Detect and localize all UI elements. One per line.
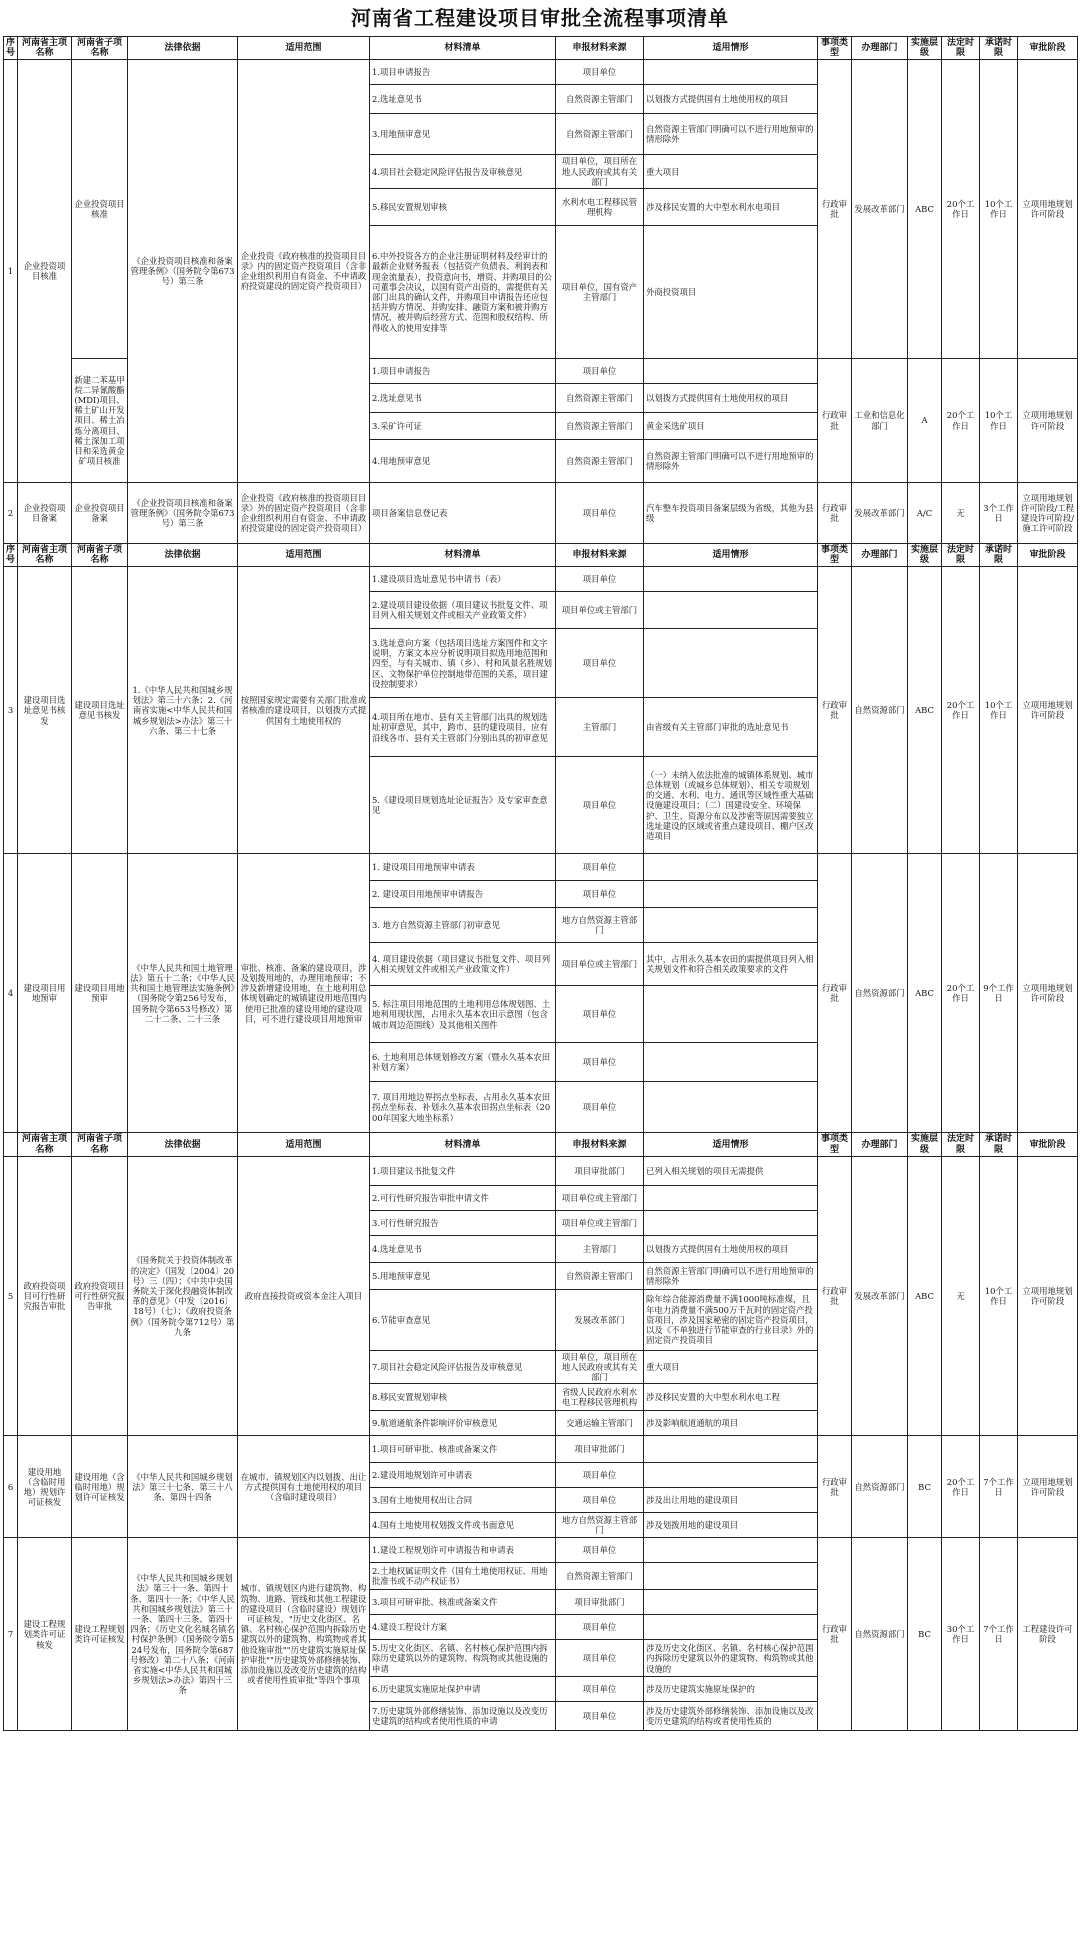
cell-dept_a: 发展改革部门 <box>852 60 908 359</box>
cell-dept: 发展改革部门 <box>852 483 908 544</box>
cell-legal: 无 <box>942 1156 980 1436</box>
applicable-case: 以划拨方式提供国有土地使用权的项目 <box>644 384 818 413</box>
material-item: 2.选址意见书 <box>370 85 556 114</box>
cell-promise: 7个工作日 <box>980 1436 1018 1538</box>
material-item: 6.历史建筑实施原址保护申请 <box>370 1677 556 1702</box>
material-item: 4.项目社会稳定风险评估报告及审核意见 <box>370 155 556 189</box>
applicable-case <box>644 881 818 908</box>
cell-law: 《中华人民共和国城乡规划法》第三十七条、第三十八条、第四十四条 <box>128 1436 238 1538</box>
material-item: 6.节能审查意见 <box>370 1289 556 1350</box>
cell-level: ABC <box>908 1156 942 1436</box>
approval-items-table <box>3 36 1078 1731</box>
cell-main: 企业投资项目核准 <box>18 60 72 483</box>
material-item: 2.选址意见书 <box>370 384 556 413</box>
column-header: 办理部门 <box>852 37 908 60</box>
material-source: 项目审批部门 <box>556 1156 644 1185</box>
material-item: 1.项目申请报告 <box>370 60 556 85</box>
cell-promise: 3个工作日 <box>980 483 1018 544</box>
cell-legal: 20个工作日 <box>942 854 980 1133</box>
cell-scope: 在城市、镇规划区内以划拨、出让方式提供国有土地使用权的项目（含临时建设项目） <box>238 1436 370 1538</box>
table-row <box>4 1538 1078 1563</box>
column-header: 法定时限 <box>942 1133 980 1156</box>
applicable-case <box>644 1043 818 1082</box>
cell-dept_b: 工业和信息化部门 <box>852 359 908 483</box>
applicable-case: 以划拨方式提供国有土地使用权的项目 <box>644 85 818 114</box>
cell-no: 6 <box>4 1436 18 1538</box>
applicable-case: 除年综合能源消费量不满1000吨标准煤，且年电力消费量不满500万千瓦时的固定资产投资项目，涉及国家秘密的固定资产投资项目，以及《不单独进行节能审查的行业目录》外的固定资产投资项目 <box>644 1289 818 1350</box>
material-item: 3.国有土地使用权出让合同 <box>370 1488 556 1513</box>
material-item: 4. 项目建设依据（项目建议书批复文件、项目列入相关规划文件或相关产业政策文件） <box>370 943 556 986</box>
applicable-case <box>644 1082 818 1133</box>
applicable-case: 由省级有关主管部门审批的选址意见书 <box>644 698 818 757</box>
material-source: 省级人民政府水利水电工程移民管理机构 <box>556 1384 644 1411</box>
cell-type: 行政审批 <box>818 567 852 854</box>
material-source: 项目单位 <box>556 1538 644 1563</box>
applicable-case <box>644 359 818 384</box>
cell-stage: 立项用地规划许可阶段 <box>1018 1436 1078 1538</box>
material-source: 项目单位或主管部门 <box>556 592 644 629</box>
cell-no: 7 <box>4 1538 18 1731</box>
applicable-case <box>644 60 818 85</box>
material-source: 项目单位 <box>556 986 644 1043</box>
column-header: 适用范围 <box>238 544 370 567</box>
cell-sub: 政府投资项目可行性研究报告审批 <box>72 1156 128 1436</box>
cell-law: 1.《中华人民共和国城乡规划法》第三十六条；2.《河南省实施<中华人民共和国城乡规划法>办法》第三十六条、第三十七条 <box>128 567 238 854</box>
column-header: 法律依据 <box>128 1133 238 1156</box>
column-header: 申报材料来源 <box>556 544 644 567</box>
column-header: 审批阶段 <box>1018 544 1078 567</box>
cell-sub: 企业投资项目备案 <box>72 483 128 544</box>
column-header: 承诺时限 <box>980 37 1018 60</box>
cell-scope: 审批、核准、备案的建设项目，涉及划拨用地的，办理用地预审；不涉及新增建设用地，在土地利用总体规划确定的城镇建设用地范围内使用已批准的建设用地的建设项目，可不进行建设项目用地预审 <box>238 854 370 1133</box>
column-header: 事项类型 <box>818 544 852 567</box>
material-source: 项目单位 <box>556 1463 644 1488</box>
material-source: 项目单位 <box>556 60 644 85</box>
cell-main: 企业投资项目备案 <box>18 483 72 544</box>
applicable-case: （一）未纳入依法批准的城镇体系规划、城市总体规划（或城乡总体规划）、相关专项规划的交通、水利、电力、通讯等区域性重大基础设施建设项目；（二）国建设安全、环境保护、卫生、资源分布以及涉密等原因需要独立选址建设的区域或省重点建设项目、棚户区改造项目 <box>644 757 818 854</box>
material-source: 项目单位，国有资产主管部门 <box>556 226 644 359</box>
column-header: 审批阶段 <box>1018 1133 1078 1156</box>
material-source: 项目单位 <box>556 881 644 908</box>
applicable-case <box>644 1590 818 1615</box>
material-item: 3.采矿许可证 <box>370 413 556 440</box>
cell-no: 3 <box>4 567 18 854</box>
applicable-case: 涉及历史建筑外部修缮装饰、添加设施以及改变历史建筑的结构或者使用性质的 <box>644 1702 818 1731</box>
material-source: 水利水电工程移民管理机构 <box>556 189 644 226</box>
cell-level: BC <box>908 1436 942 1538</box>
material-source: 项目单位 <box>556 629 644 698</box>
header-row <box>4 37 1078 60</box>
cell-no: 2 <box>4 483 18 544</box>
material-source: 主管部门 <box>556 698 644 757</box>
cell-promise_b: 10个工作日 <box>980 359 1018 483</box>
cell-scope: 政府直接投资或资本金注入项目 <box>238 1156 370 1436</box>
cell-legal: 20个工作日 <box>942 1436 980 1538</box>
cell-law: 《中华人民共和国城乡规划法》第三十一条、第四十条、第四十一条；《中华人民共和国城乡规划法》第三十一条、第四十三条、第四十四条；《历史文化名城名镇名村保护条例》（国务院令第524号发布，国务院令第687号修改）第二十八条；《河南省实施<中华人民共和国城乡规划法>办法》第四十三条 <box>128 1538 238 1731</box>
applicable-case <box>644 986 818 1043</box>
material-source: 项目单位 <box>556 1615 644 1640</box>
cell-promise: 9个工作日 <box>980 854 1018 1133</box>
material-item: 5. 标注项目用地范围的土地利用总体规划图、土地利用现状图，占用永久基本农田示意图（包含城市周边范围线）及其他相关图件 <box>370 986 556 1043</box>
cell-main: 建设工程规划类许可证核发 <box>18 1538 72 1731</box>
column-header: 事项类型 <box>818 37 852 60</box>
cell-stage_b: 立项用地规划许可阶段 <box>1018 359 1078 483</box>
applicable-case <box>644 629 818 698</box>
material-source: 主管部门 <box>556 1235 644 1262</box>
material-source: 项目单位或主管部门 <box>556 1210 644 1235</box>
material-item: 1.项目可研审批、核准或备案文件 <box>370 1436 556 1463</box>
material-source: 自然资源主管部门 <box>556 440 644 483</box>
table-row <box>4 1156 1078 1185</box>
cell-type: 行政审批 <box>818 854 852 1133</box>
cell-promise_a: 10个工作日 <box>980 60 1018 359</box>
material-source: 交通运输主管部门 <box>556 1411 644 1436</box>
column-header: 办理部门 <box>852 544 908 567</box>
header-row <box>4 544 1078 567</box>
column-header: 实施层级 <box>908 1133 942 1156</box>
cell-stage: 工程建设许可阶段 <box>1018 1538 1078 1731</box>
cell-dept: 发展改革部门 <box>852 1156 908 1436</box>
material-item: 4.用地预审意见 <box>370 440 556 483</box>
material-item: 9.航道通航条件影响评价审核意见 <box>370 1411 556 1436</box>
material-item: 5.历史文化街区、名镇、名村核心保护范围内拆除历史建筑以外的建筑物、构筑物或其他设施的申请 <box>370 1640 556 1677</box>
cell-level: ABC <box>908 567 942 854</box>
cell-main: 建设项目选址意见书核发 <box>18 567 72 854</box>
column-header: 办理部门 <box>852 1133 908 1156</box>
material-item: 1.建设项目选址意见书申请书（表） <box>370 567 556 592</box>
column-header: 适用情形 <box>644 37 818 60</box>
material-item: 1. 建设项目用地预审申请表 <box>370 854 556 881</box>
cell-main: 建设项目用地预审 <box>18 854 72 1133</box>
cell-stage: 立项用地规划许可阶段 <box>1018 1156 1078 1436</box>
cell-sub: 新建二苯基甲烷二异氰酸酯(MDI)项目、稀土矿山开发项目、稀土冶炼分离项目、稀土深加工项目和采选黄金矿项目核准 <box>72 359 128 483</box>
material-source: 项目单位 <box>556 1677 644 1702</box>
applicable-case: 涉及影响航道通航的项目 <box>644 1411 818 1436</box>
column-header: 承诺时限 <box>980 544 1018 567</box>
cell-stage: 立项用地规划许可阶段/工程建设许可阶段/施工许可阶段 <box>1018 483 1078 544</box>
applicable-case <box>644 1185 818 1210</box>
material-source: 项目单位 <box>556 1043 644 1082</box>
cell-legal: 无 <box>942 483 980 544</box>
applicable-case: 已列入相关规划的项目无需提供 <box>644 1156 818 1185</box>
cell-scope: 城市、镇规划区内进行建筑物、构筑物、道路、管线和其他工程建设的建设项目（含临时建设）规划许可证核发，"历史文化街区、名镇、名村核心保护范围内拆除历史建筑以外的建筑物、构筑物或者其他设施审批""历史建筑实施原址保护审批""历史建筑外部修缮装饰、添加设施以及改变历史建筑的结构或者使用性质审批"等四个事项 <box>238 1538 370 1731</box>
column-header: 材料清单 <box>370 37 556 60</box>
material-item: 8.移民安置规划审核 <box>370 1384 556 1411</box>
table-row <box>4 60 1078 85</box>
cell-stage_a: 立项用地规划许可阶段 <box>1018 60 1078 359</box>
applicable-case: 以划拨方式提供国有土地使用权的项目 <box>644 1235 818 1262</box>
material-source: 自然资源主管部门 <box>556 85 644 114</box>
column-header: 法定时限 <box>942 544 980 567</box>
applicable-case <box>644 1436 818 1463</box>
cell-dept: 自然资源部门 <box>852 1538 908 1731</box>
cell-law: 《国务院关于投资体制改革的决定》（国发〔2004〕20号）三（四）；《中共中央国务院关于深化投融资体制改革的意见》（中发〔2016〕18号）（七）；《政府投资条例》（国务院令第712号）第九条 <box>128 1156 238 1436</box>
applicable-case: 自然资源主管部门明确可以不进行用地预审的情形除外 <box>644 114 818 155</box>
material-item: 4.选址意见书 <box>370 1235 556 1262</box>
applicable-case: 重大项目 <box>644 1350 818 1384</box>
applicable-case: 外商投资项目 <box>644 226 818 359</box>
cell-type: 行政审批 <box>818 1156 852 1436</box>
column-header: 序号 <box>4 544 18 567</box>
column-header: 河南省主项名称 <box>18 37 72 60</box>
column-header: 实施层级 <box>908 544 942 567</box>
column-header: 材料清单 <box>370 544 556 567</box>
applicable-case <box>644 1210 818 1235</box>
material-source: 项目单位或主管部门 <box>556 1185 644 1210</box>
document-title: 河南省工程建设项目审批全流程事项清单 <box>351 6 729 30</box>
material-source: 项目单位 <box>556 1082 644 1133</box>
cell-sub: 建设项目选址意见书核发 <box>72 567 128 854</box>
material-source: 项目单位 <box>556 359 644 384</box>
applicable-case <box>644 1615 818 1640</box>
cell-sub: 建设工程规划类许可证核发 <box>72 1538 128 1731</box>
applicable-case: 黄金采选矿项目 <box>644 413 818 440</box>
applicable-case <box>644 567 818 592</box>
material-item: 2.建设用地规划许可申请表 <box>370 1463 556 1488</box>
cell-level_b: A <box>908 359 942 483</box>
column-header: 材料清单 <box>370 1133 556 1156</box>
material-source: 项目单位 <box>556 567 644 592</box>
material-source: 项目单位或主管部门 <box>556 943 644 986</box>
cell-sub: 建设项目用地预审 <box>72 854 128 1133</box>
material-source: 项目单位 <box>556 1702 644 1731</box>
column-header: 适用情形 <box>644 544 818 567</box>
column-header: 序号 <box>4 37 18 60</box>
column-header: 审批阶段 <box>1018 37 1078 60</box>
cell-scope: 按照国家规定需要有关部门批准或者核准的建设项目，以划拨方式提供国有土地使用权的 <box>238 567 370 854</box>
material-item: 6.中外投资各方的企业注册证明材料及经审计的最新企业财务报表（包括资产负债表、利润表和现金流量表），投资意向书，增资、并购项目的公司董事会决议，以国有资产出资的，需提供有关部门出具的确认文件，并购项目申请报告还应包括并购方情况、并购安排、融资方案和被并购方情况，被并购后经营方式、范围和股权结构、所得收入的使用安排等 <box>370 226 556 359</box>
cell-level: A/C <box>908 483 942 544</box>
material-source: 自然资源主管部门 <box>556 1563 644 1590</box>
cell-type_a: 行政审批 <box>818 60 852 359</box>
column-header: 承诺时限 <box>980 1133 1018 1156</box>
cell-type: 行政审批 <box>818 1538 852 1731</box>
material-source: 项目审批部门 <box>556 1590 644 1615</box>
cell-no: 4 <box>4 854 18 1133</box>
cell-level: BC <box>908 1538 942 1731</box>
cell-no: 5 <box>4 1156 18 1436</box>
applicable-case: 涉及移民安置的大中型水利水电项目 <box>644 189 818 226</box>
header-row <box>4 1133 1078 1156</box>
material-source: 项目单位 <box>556 1488 644 1513</box>
material-source: 项目审批部门 <box>556 1436 644 1463</box>
table-row <box>4 854 1078 881</box>
column-header: 河南省子项名称 <box>72 1133 128 1156</box>
column-header: 申报材料来源 <box>556 1133 644 1156</box>
material-item: 4.国有土地使用权划拨文件或书面意见 <box>370 1513 556 1538</box>
table-row <box>4 567 1078 592</box>
material-item: 7.历史建筑外部修缮装饰、添加设施以及改变历史建筑的结构或者使用性质的申请 <box>370 1702 556 1731</box>
cell-type: 行政审批 <box>818 1436 852 1538</box>
cell-no: 1 <box>4 60 18 483</box>
cell-dept: 自然资源部门 <box>852 567 908 854</box>
material-source: 自然资源主管部门 <box>556 384 644 413</box>
applicable-case: 涉及移民安置的大中型水利水电工程 <box>644 1384 818 1411</box>
cell-law: 《企业投资项目核准和备案管理条例》（国务院令第673号）第三条 <box>128 60 238 483</box>
column-header: 河南省主项名称 <box>18 544 72 567</box>
applicable-case: 其中，占用永久基本农田的需提供项目列入相关规划文件和符合相关政策要求的文件 <box>644 943 818 986</box>
column-header <box>4 1133 18 1156</box>
cell-level_a: ABC <box>908 60 942 359</box>
material-source: 自然资源主管部门 <box>556 413 644 440</box>
material-item: 1.项目建议书批复文件 <box>370 1156 556 1185</box>
material-source: 自然资源主管部门 <box>556 114 644 155</box>
applicable-case: 自然资源主管部门明确可以不进行用地预审的情形除外 <box>644 1262 818 1289</box>
material-item: 项目备案信息登记表 <box>370 483 556 544</box>
cell-promise: 7个工作日 <box>980 1538 1018 1731</box>
applicable-case <box>644 854 818 881</box>
material-item: 4.项目所在地市、县有关主管部门出具的规划选址初审意见，其中，跨市、县的建设项目，应有沿线各市、县有关主管部门分别出具的初审意见 <box>370 698 556 757</box>
material-item: 2.建设项目建设依据（项目建议书批复文件、项目列入相关规划文件或相关产业政策文件） <box>370 592 556 629</box>
applicable-case <box>644 1563 818 1590</box>
material-item: 3.可行性研究报告 <box>370 1210 556 1235</box>
cell-level: ABC <box>908 854 942 1133</box>
cell-law: 《中华人民共和国土地管理法》第五十二条；《中华人民共和国土地管理法实施条例》（国务院令第256号发布，国务院令第653号修改）第二十二条、二十三条 <box>128 854 238 1133</box>
cell-stage: 立项用地规划许可阶段 <box>1018 567 1078 854</box>
cell-legal: 20个工作日 <box>942 567 980 854</box>
material-item: 1.建设工程规划许可申请报告和申请表 <box>370 1538 556 1563</box>
material-item: 7. 项目用地边界拐点坐标表、占用永久基本农田拐点坐标表、补划永久基本农田拐点坐标表（2000年国家大地坐标系） <box>370 1082 556 1133</box>
applicable-case: 涉及出让用地的建设项目 <box>644 1488 818 1513</box>
column-header: 申报材料来源 <box>556 37 644 60</box>
cell-dept: 自然资源部门 <box>852 854 908 1133</box>
column-header: 法律依据 <box>128 544 238 567</box>
applicable-case <box>644 592 818 629</box>
material-source: 发展改革部门 <box>556 1289 644 1350</box>
applicable-case <box>644 1463 818 1488</box>
material-item: 5.《建设项目规划选址论证报告》及专家审查意见 <box>370 757 556 854</box>
material-source: 地方自然资源主管部门 <box>556 908 644 943</box>
column-header: 法定时限 <box>942 37 980 60</box>
material-source: 自然资源主管部门 <box>556 1262 644 1289</box>
column-header: 河南省主项名称 <box>18 1133 72 1156</box>
cell-law: 《企业投资项目核准和备案管理条例》（国务院令第673号）第三条 <box>128 483 238 544</box>
applicable-case: 涉及划拨用地的建设项目 <box>644 1513 818 1538</box>
cell-dept: 自然资源部门 <box>852 1436 908 1538</box>
material-item: 2. 建设项目用地预审申请报告 <box>370 881 556 908</box>
cell-type_b: 行政审批 <box>818 359 852 483</box>
material-source: 项目单位 <box>556 483 644 544</box>
cell-promise: 10个工作日 <box>980 1156 1018 1436</box>
column-header: 河南省子项名称 <box>72 37 128 60</box>
applicable-case: 汽车整车投资项目备案层级为省级，其他为县级 <box>644 483 818 544</box>
cell-sub: 企业投资项目核准 <box>72 60 128 359</box>
applicable-case <box>644 1538 818 1563</box>
cell-sub: 建设用地（含临时用地）规划许可证核发 <box>72 1436 128 1538</box>
applicable-case: 涉及历史建筑实施原址保护的 <box>644 1677 818 1702</box>
material-source: 项目单位 <box>556 1640 644 1677</box>
column-header: 适用范围 <box>238 1133 370 1156</box>
column-header: 适用范围 <box>238 37 370 60</box>
cell-legal_a: 20个工作日 <box>942 60 980 359</box>
material-source: 项目单位，项目所在地人民政府或其有关部门 <box>556 1350 644 1384</box>
applicable-case: 自然资源主管部门明确可以不进行用地预审的情形除外 <box>644 440 818 483</box>
material-item: 3.项目可研审批、核准或备案文件 <box>370 1590 556 1615</box>
cell-promise: 10个工作日 <box>980 567 1018 854</box>
material-source: 地方自然资源主管部门 <box>556 1513 644 1538</box>
table-row <box>4 483 1078 544</box>
material-item: 5.用地预审意见 <box>370 1262 556 1289</box>
material-source: 项目单位 <box>556 854 644 881</box>
column-header: 法律依据 <box>128 37 238 60</box>
cell-stage: 立项用地规划许可阶段 <box>1018 854 1078 1133</box>
cell-main: 建设用地（含临时用地）规划许可证核发 <box>18 1436 72 1538</box>
cell-main: 政府投资项目可行性研究报告审批 <box>18 1156 72 1436</box>
column-header: 事项类型 <box>818 1133 852 1156</box>
material-item: 2.可行性研究报告审批申请文件 <box>370 1185 556 1210</box>
material-item: 2.土地权属证明文件（国有土地使用权证、用地批准书或不动产权证书） <box>370 1563 556 1590</box>
cell-legal: 30个工作日 <box>942 1538 980 1731</box>
column-header: 适用情形 <box>644 1133 818 1156</box>
applicable-case: 涉及历史文化街区、名镇、名村核心保护范围内拆除历史建筑以外的建筑物、构筑物或其他设施的 <box>644 1640 818 1677</box>
material-item: 3.用地预审意见 <box>370 114 556 155</box>
applicable-case <box>644 908 818 943</box>
material-item: 3. 地方自然资源主管部门初审意见 <box>370 908 556 943</box>
material-item: 4.建设工程设计方案 <box>370 1615 556 1640</box>
cell-type: 行政审批 <box>818 483 852 544</box>
material-item: 3.选址意向方案（包括项目选址方案图件和文字说明，方案文本应分析说明项目拟选用地范围和四至，与有关城市、镇（乡）、村和风景名胜规划区、文物保护单位控制地带范围的关系，项目建设控制要求） <box>370 629 556 698</box>
material-item: 7.项目社会稳定风险评估报告及审核意见 <box>370 1350 556 1384</box>
column-header: 河南省子项名称 <box>72 544 128 567</box>
material-item: 1.项目申请报告 <box>370 359 556 384</box>
material-item: 5.移民安置规划审核 <box>370 189 556 226</box>
cell-scope: 企业投资《政府核准的投资项目目录》外的固定资产投资项目（含非企业组织利用自有资金、不申请政府投资建设的固定资产投资项目） <box>238 483 370 544</box>
cell-scope: 企业投资《政府核准的投资项目目录》内的固定资产投资项目（含非企业组织利用自有资金、不申请政府投资建设的固定资产投资项目） <box>238 60 370 483</box>
applicable-case: 重大项目 <box>644 155 818 189</box>
cell-legal_b: 20个工作日 <box>942 359 980 483</box>
column-header: 实施层级 <box>908 37 942 60</box>
material-source: 项目单位 <box>556 757 644 854</box>
material-source: 项目单位，项目所在地人民政府或其有关部门 <box>556 155 644 189</box>
table-row <box>4 1436 1078 1463</box>
material-item: 6. 土地利用总体规划修改方案（暨永久基本农田补划方案） <box>370 1043 556 1082</box>
